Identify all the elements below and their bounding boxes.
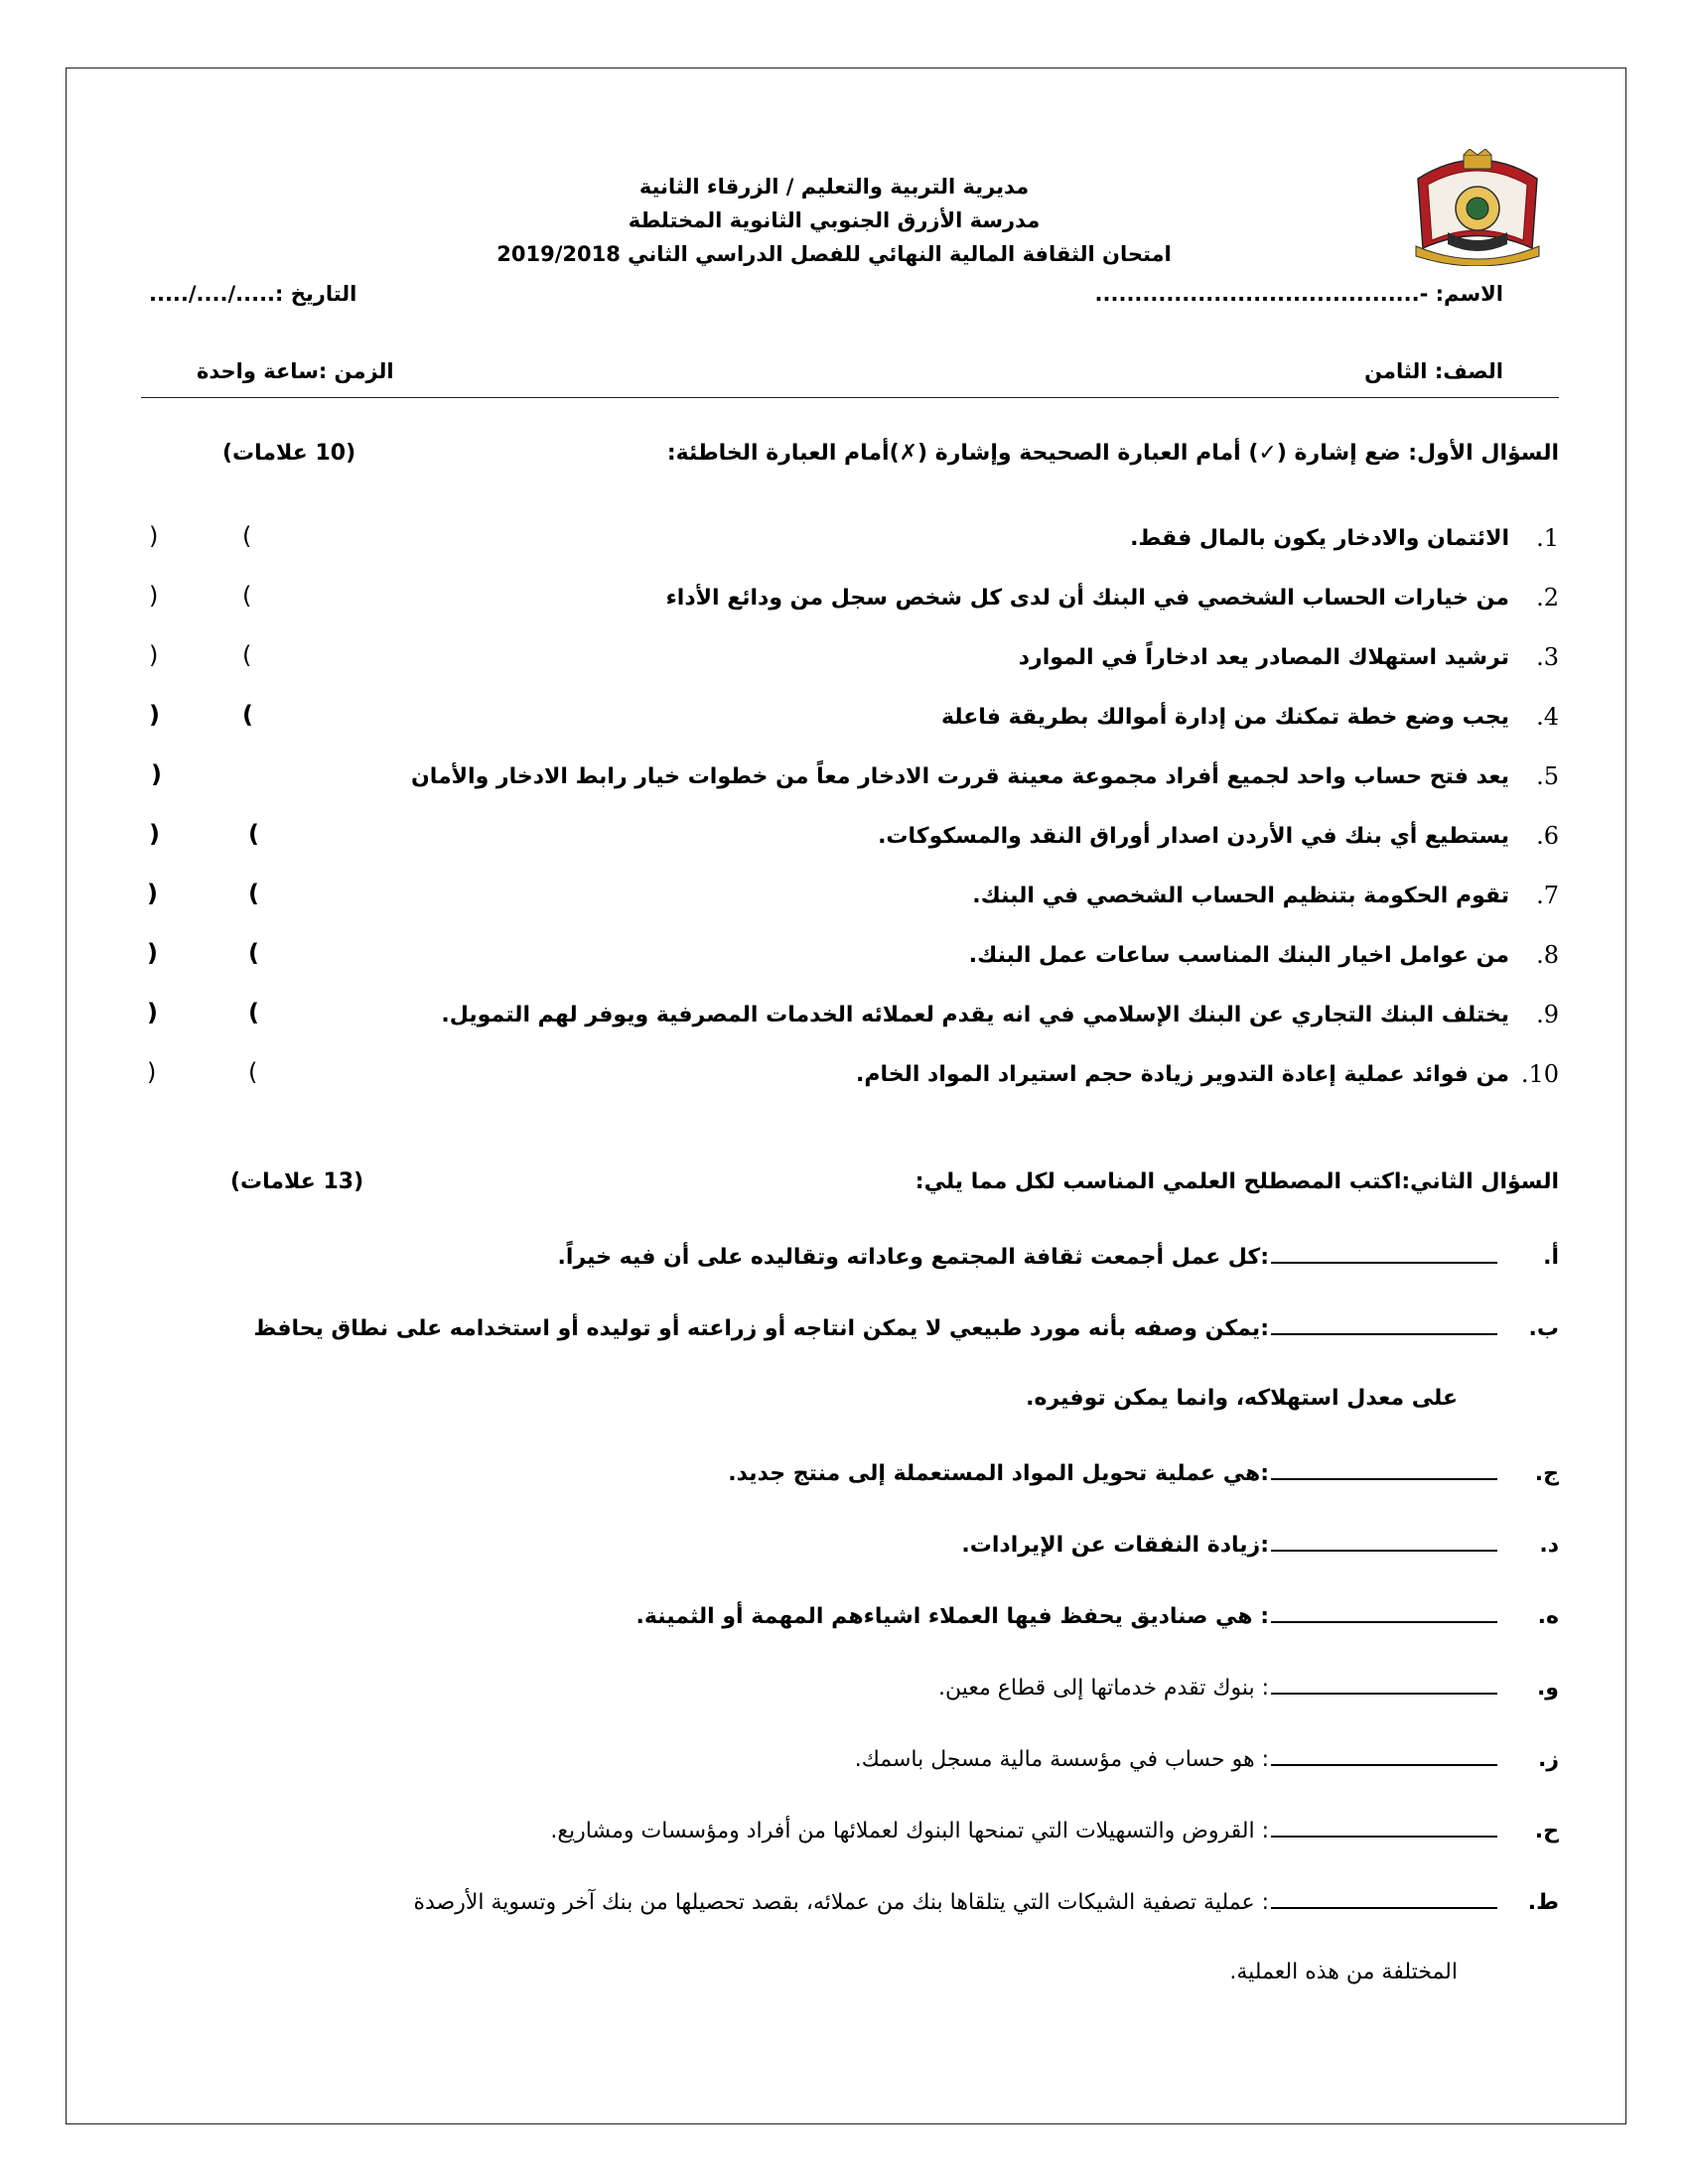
q2-item-g: ز.: هو حساب في مؤسسة مالية مسجل باسمك. bbox=[854, 1747, 1559, 1772]
answer-bracket-close: ) bbox=[149, 522, 159, 550]
answer-bracket-close: ) bbox=[147, 939, 158, 967]
answer-blank bbox=[1271, 1760, 1497, 1766]
student-name-field: الاسم: -......................................... bbox=[1094, 282, 1503, 306]
answer-bracket-close: ) bbox=[149, 582, 159, 610]
q2-marks: (13 علامات) bbox=[230, 1169, 364, 1194]
answer-bracket-open: ( bbox=[242, 522, 252, 550]
answer-bracket-close: ) bbox=[147, 880, 158, 907]
q2-item-b-continued: على معدل استهلاكه، وانما يمكن توفيره. bbox=[1026, 1386, 1458, 1411]
answer-bracket-open: ( bbox=[248, 820, 259, 848]
q2-item-h: ح.: القروض والتسهيلات التي تمنحها البنوك لعملائها من أفراد ومؤسسات ومشاريع. bbox=[550, 1819, 1559, 1843]
q1-item-4: 4. يجب وضع خطة تمكنك من إدارة أموالك بطريقة فاعلة bbox=[940, 703, 1559, 731]
q2-item-b: ب.:يمكن وصفه بأنه مورد طبيعي لا يمكن انتاجه أو زراعته أو توليده أو استخدامه على نطاق يحافظ bbox=[253, 1316, 1559, 1341]
header-divider bbox=[141, 397, 1559, 398]
q1-item-5: 5. يعد فتح حساب واحد لجميع أفراد مجموعة معينة قررت الادخار معاً من خطوات خيار رابط الادخار والأمان bbox=[411, 762, 1559, 790]
q1-item-1: 1. الائتمان والادخار يكون بالمال فقط. bbox=[1130, 524, 1559, 552]
answer-bracket-open: ( bbox=[248, 999, 259, 1026]
q2-item-e: ه.: هي صناديق يحفظ فيها العملاء اشياءهم المهمة أو الثمينة. bbox=[635, 1604, 1559, 1629]
answer-blank bbox=[1271, 1903, 1497, 1909]
q2-item-a: أ.:كل عمل أجمعت ثقافة المجتمع وعاداته وتقاليده على أن فيه خيراً. bbox=[557, 1245, 1559, 1270]
q1-item-9: 9. يختلف البنك التجاري عن البنك الإسلامي في انه يقدم لعملائه الخدمات المصرفية ويوفر لهم التمويل. bbox=[441, 1001, 1559, 1028]
answer-bracket-open: ( bbox=[242, 582, 252, 610]
q2-title: السؤال الثاني:اكتب المصطلح العلمي المناسب لكل مما يلي: bbox=[914, 1169, 1559, 1194]
answer-bracket-close: ) bbox=[149, 641, 159, 669]
answer-bracket-open: ( bbox=[248, 1058, 258, 1086]
answer-bracket-close: ) bbox=[147, 999, 158, 1026]
q1-item-8: 8. من عوامل اخيار البنك المناسب ساعات عمل البنك. bbox=[968, 941, 1559, 969]
answer-bracket-open: ( bbox=[248, 880, 259, 907]
answer-blank bbox=[1271, 1689, 1497, 1695]
school-name: مدرسة الأزرق الجنوبي الثانوية المختلطة bbox=[628, 208, 1041, 232]
q2-item-c: ج.:هي عملية تحويل المواد المستعملة إلى منتج جديد. bbox=[728, 1461, 1559, 1486]
q2-item-i: ط.: عملية تصفية الشيكات التي يتلقاها بنك من عملائه، بقصد تحصيلها من بنك آخر وتسوية الأرصدة bbox=[413, 1890, 1559, 1915]
answer-blank bbox=[1271, 1546, 1497, 1552]
q1-item-7: 7. تقوم الحكومة بتنظيم الحساب الشخصي في البنك. bbox=[972, 882, 1559, 909]
answer-bracket-close: ) bbox=[147, 1058, 157, 1086]
answer-bracket-close: ) bbox=[151, 760, 162, 788]
answer-bracket-close: ) bbox=[149, 820, 160, 848]
q2-item-d: د.:زيادة النفقات عن الإيرادات. bbox=[961, 1533, 1559, 1558]
q1-marks: (10 علامات) bbox=[222, 441, 356, 466]
answer-blank bbox=[1271, 1258, 1497, 1264]
q1-title: السؤال الأول: ضع إشارة (✓) أمام العبارة الصحيحة وإشارة (✗)أمام العبارة الخاطئة: bbox=[666, 441, 1559, 466]
q2-item-f: و.: بنوك تقدم خدماتها إلى قطاع معين. bbox=[938, 1676, 1559, 1701]
answer-blank bbox=[1271, 1329, 1497, 1335]
answer-bracket-open: ( bbox=[242, 701, 253, 729]
exam-title: امتحان الثقافة المالية النهائي للفصل الدراسي الثاني 2019/2018 bbox=[496, 242, 1172, 266]
q1-item-10: 10. من فوائد عملية إعادة التدوير زيادة حجم استيراد المواد الخام. bbox=[855, 1060, 1559, 1088]
answer-bracket-open: ( bbox=[242, 641, 252, 669]
answer-blank bbox=[1271, 1474, 1497, 1480]
grade-label: الصف: الثامن bbox=[1364, 359, 1503, 383]
answer-bracket-open: ( bbox=[248, 939, 259, 967]
date-field: التاريخ :...../..../..... bbox=[149, 282, 357, 306]
time-label: الزمن :ساعة واحدة bbox=[197, 359, 394, 383]
answer-blank bbox=[1271, 1617, 1497, 1623]
answer-bracket-close: ) bbox=[149, 701, 160, 729]
jordan-emblem-icon bbox=[1408, 149, 1547, 266]
directorate-title: مديرية التربية والتعليم / الزرقاء الثانية bbox=[638, 175, 1030, 199]
answer-blank bbox=[1271, 1832, 1497, 1838]
q2-item-i-continued: المختلفة من هذه العملية. bbox=[1229, 1960, 1458, 1984]
q1-item-2: 2. من خيارات الحساب الشخصي في البنك أن لدى كل شخص سجل من ودائع الأداء bbox=[665, 584, 1559, 612]
q1-item-6: 6. يستطيع أي بنك في الأردن اصدار أوراق النقد والمسكوكات. bbox=[878, 822, 1559, 850]
q1-item-3: 3. ترشيد استهلاك المصادر يعد ادخاراً في الموارد bbox=[1018, 643, 1559, 671]
